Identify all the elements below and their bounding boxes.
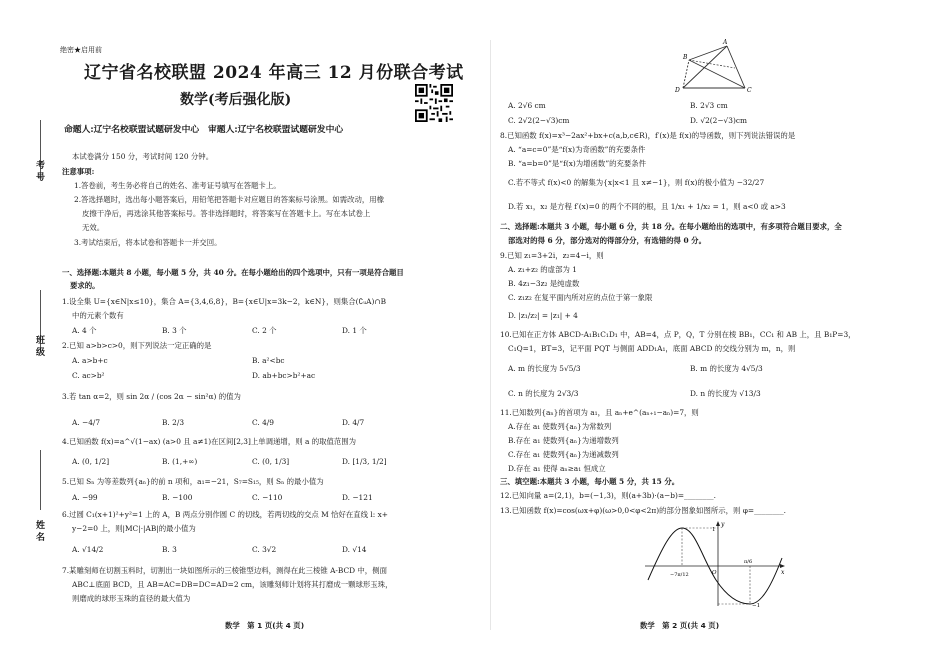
option: B.存在 a₁ 使数列{aₙ}为递增数列 xyxy=(508,436,619,445)
question-7-cont: 则磨成的球形玉珠的直径的最大值为 xyxy=(72,594,191,603)
option: A. “a=c=0”是“f(x)为奇函数”的充要条件 xyxy=(508,145,646,154)
question-10: 10.已知在正方体 ABCD-A₁B₁C₁D₁ 中，AB=4，点 P，Q，T 分别在棱 BB₁，CC₁ 和 AB 上，且 B₁P=3， xyxy=(500,330,856,339)
option: B. (1,+∞) xyxy=(162,457,198,466)
exam-info: 本试卷满分 150 分，考试时间 120 分钟。 xyxy=(72,152,214,161)
note-item: 无效。 xyxy=(82,223,105,232)
option: D.存在 a₁ 使得 aₙ≥a₁ 恒成立 xyxy=(508,464,606,473)
question-5: 5.已知 Sₙ 为等差数列{aₙ}的前 n 项和，a₁=−21，S₇=S₁₅，则 Sₙ 的最小值为 xyxy=(62,477,324,486)
exam-title: 辽宁省名校联盟 2024 年高三 12 月份联合考试 xyxy=(84,63,464,83)
option: A. √14/2 xyxy=(72,545,104,554)
option: D.若 x₁，x₂ 是方程 f′(x)=0 的两个不同的根，且 1/x₁ + 1/x₂ = 1，则 a<0 或 a>3 xyxy=(508,202,786,211)
binding-line xyxy=(40,450,41,510)
origin-label: O xyxy=(712,570,717,576)
question-8: 8.已知函数 f(x)=x³−2ax²+bx+c(a,b,c∈R)，f′(x)是 f(x)的导函数，则下列说法错误的是 xyxy=(500,131,796,140)
question-2: 2.已知 a>b>c>0，则下列说法一定正确的是 xyxy=(62,341,212,350)
vertex-label: A xyxy=(723,39,728,46)
vertex-label: D xyxy=(675,87,680,94)
option: C. 4/9 xyxy=(252,418,274,427)
option: D. √14 xyxy=(342,545,367,554)
section-2-heading-cont: 部选对的得 6 分，部分选对的得部分分，有选错的得 0 分。 xyxy=(508,236,706,245)
page-footer: 数学 第 2 页(共 4 页) xyxy=(640,621,720,630)
question-9: 9.已知 z₁=3+2i，z₂=4−i，则 xyxy=(500,251,604,260)
section-3-heading: 三、填空题:本题共 3 小题，每小题 5 分，共 15 分。 xyxy=(500,477,680,486)
option: D. √2(2−√3)cm xyxy=(690,116,747,125)
section-1-heading-cont: 要求的。 xyxy=(70,281,100,290)
question-11: 11.已知数列{aₙ}的首项为 a₁，且 aₙ+e^(aₙ₊₁−aₙ)=7，则 xyxy=(500,408,699,417)
option: C. ac>b² xyxy=(72,371,105,380)
option: B. 4z₁−3z₂ 是纯虚数 xyxy=(508,279,580,288)
question-6: 6.过圆 C₁(x+1)²+y²=1 上的 A，B 两点分别作圆 C 的切线，若两切线的交点 M 恰好在直线 l: x+ xyxy=(62,510,388,519)
tetrahedron-figure xyxy=(675,38,760,94)
option: A. (0, 1/2] xyxy=(72,457,110,466)
option: B. 3 xyxy=(162,545,177,554)
authors-line: 命题人:辽宁名校联盟试题研发中心 审题人:辽宁名校联盟试题研发中心 xyxy=(64,125,344,135)
vertex-label: B xyxy=(683,54,688,61)
option: B. “a=b=0”是“f(x)为增函数”的充要条件 xyxy=(508,159,647,168)
side-label-name: 姓名 xyxy=(36,521,46,543)
option: C. 2√2(2−√3)cm xyxy=(508,116,570,125)
option: D. |z₁/z₂| = |z₁| + 4 xyxy=(508,311,578,320)
option: A. m 的长度为 5√5/3 xyxy=(508,364,581,373)
note-item: 2.答选择题时，选出每小题答案后，用铅笔把答题卡对应题目的答案标号涂黑。如需改动，用橡 xyxy=(74,195,385,204)
section-1-heading: 一、选择题:本题共 8 小题，每小题 5 分，共 40 分。在每小题给出的四个选项中，只有一项是符合题目 xyxy=(62,268,404,277)
option: C.若不等式 f(x)<0 的解集为{x|x<1 且 x≠−1}，则 f(x)的极小值为 −32/27 xyxy=(508,178,765,187)
option: B. 2/3 xyxy=(162,418,185,427)
side-label-class: 班级 xyxy=(36,336,46,358)
axis-label-y: y xyxy=(721,521,725,528)
axis-label-x: x xyxy=(781,569,785,576)
note-item: 皮擦干净后，再选涂其他答案标号。答非选择题时，将答案写在答题卡上。写在本试卷上 xyxy=(82,209,371,218)
exam-subtitle: 数学(考后强化版) xyxy=(180,92,292,108)
question-7-cont: ABC⊥底面 BCD，且 AB=AC=DB=DC=AD=2 cm，该雕刻师计划将其打磨成一颗球形玉珠， xyxy=(72,580,393,589)
option: C. (0, 1/3] xyxy=(252,457,290,466)
classified-mark: 绝密★启用前 xyxy=(60,46,102,54)
option: D. −121 xyxy=(342,493,373,502)
option: D. ab+bc>b²+ac xyxy=(252,371,316,380)
cosine-graph xyxy=(640,518,790,608)
option: D. 4/7 xyxy=(342,418,365,427)
option: B. −100 xyxy=(162,493,193,502)
option: A.存在 a₁ 使数列{aₙ}为常数列 xyxy=(508,422,612,431)
question-1-cont: 中的元素个数有 xyxy=(72,311,124,320)
tick-label: −1 xyxy=(752,603,761,608)
option: D. 1 个 xyxy=(342,326,367,335)
option: C. 3√2 xyxy=(252,545,277,554)
option: A. z₁+z₂ 的虚部为 1 xyxy=(508,265,577,274)
question-1: 1.设全集 U={x∈N|x≤10}，集合 A={3,4,6,8}，B={x∈U|x=3k−2，k∈N}，则集合(∁ᵤA)∩B xyxy=(62,297,387,306)
question-6-cont: y−2=0 上，则|MC|·|AB|的最小值为 xyxy=(72,524,196,533)
tick-label: −7π/12 xyxy=(670,572,689,578)
tick-label: 1 xyxy=(712,527,716,533)
option: B. m 的长度为 4√5/3 xyxy=(690,364,763,373)
vertex-label: C xyxy=(747,87,752,94)
question-12: 12.已知向量 a=(2,1)，b=(−1,3)，则(a+3b)·(a−b)=________. xyxy=(500,491,716,500)
question-7: 7.某雕刻师在切割玉料时，切割出一块如图所示的三棱锥型边料，测得在此三棱锥 A-BCD 中，侧面 xyxy=(62,566,387,575)
option: C. 2 个 xyxy=(252,326,277,335)
option: A. 2√6 cm xyxy=(508,101,546,110)
tick-label: π/6 xyxy=(744,559,753,565)
option: A. −99 xyxy=(72,493,98,502)
option: B. 2√3 cm xyxy=(690,101,728,110)
option: C. n 的长度为 2√3/3 xyxy=(508,389,579,398)
option: D. n 的长度为 √13/3 xyxy=(690,389,761,398)
note-item: 1.答卷前，考生务必将自己的姓名、准考证号填写在答题卡上。 xyxy=(74,181,281,190)
question-10-cont: C₁Q=1，BT=3，记平面 PQT 与侧面 ADD₁A₁，底面 ABCD 的交线分别为 m，n，则 xyxy=(508,344,796,353)
option: B. 3 个 xyxy=(162,326,187,335)
section-2-heading: 二、选择题:本题共 3 小题，每小题 6 分，共 18 分。在每小题给出的选项中，有多项符合题目要求，全 xyxy=(500,222,842,231)
option: D. [1/3, 1/2] xyxy=(342,457,387,466)
question-13: 13.已知函数 f(x)=cos(ωx+φ)(ω>0,0<φ<2π)的部分图象如图所示，则 φ=________. xyxy=(500,506,787,515)
option: A. a>b+c xyxy=(72,356,108,365)
question-4: 4.已知函数 f(x)=a^√(1−ax) (a>0 且 a≠1)在区间[2,3]上单调递增，则 a 的取值范围为 xyxy=(62,437,357,446)
question-3: 3.若 tan α=2，则 sin 2α / (cos 2α − sin²α) 的值为 xyxy=(62,392,241,401)
note-item: 3.考试结束后，将本试卷和答题卡一并交回。 xyxy=(74,238,222,247)
side-label-exam-number: 考号 xyxy=(36,161,46,183)
page-footer: 数学 第 1 页(共 4 页) xyxy=(225,621,305,630)
qr-code-icon xyxy=(415,84,453,122)
option: A. −4/7 xyxy=(72,418,101,427)
option: A. 4 个 xyxy=(72,326,97,335)
option: C.存在 a₁ 使数列{aₙ}为递减数列 xyxy=(508,450,619,459)
option: B. a²<bc xyxy=(252,356,285,365)
exam-page-2 xyxy=(490,0,950,655)
option: C. z₁z₂ 在复平面内所对应的点位于第一象限 xyxy=(508,293,653,302)
option: C. −110 xyxy=(252,493,283,502)
notes-title: 注意事项: xyxy=(62,167,95,176)
